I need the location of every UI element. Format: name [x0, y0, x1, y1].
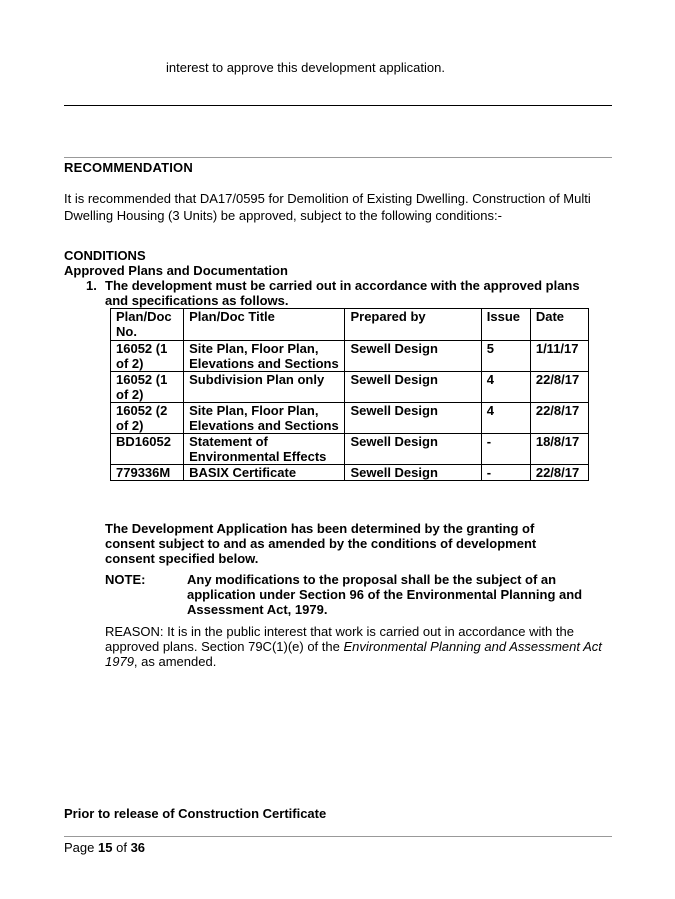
cell-prepared-by: Sewell Design — [345, 372, 481, 403]
recommendation-heading: RECOMMENDATION — [64, 160, 193, 175]
cell-issue: - — [481, 434, 530, 465]
cell-date: 18/8/17 — [530, 434, 588, 465]
divider — [64, 105, 612, 106]
cell-date: 22/8/17 — [530, 372, 588, 403]
note-label: NOTE: — [105, 572, 146, 587]
reason-suffix: , as amended. — [133, 654, 217, 669]
table-header-row — [111, 309, 589, 341]
table-row — [111, 341, 589, 372]
table-row — [111, 434, 589, 465]
of-word: of — [116, 840, 127, 855]
column-header-plan-no: Plan/Doc No. — [111, 309, 184, 341]
cell-plan-no: 16052 (2 of 2) — [111, 403, 184, 434]
cell-issue: 5 — [481, 341, 530, 372]
footer-divider — [64, 836, 612, 837]
cell-title: Site Plan, Floor Plan, Elevations and Sections — [184, 341, 345, 372]
total-pages: 36 — [130, 840, 146, 855]
cell-prepared-by: Sewell Design — [345, 434, 481, 465]
condition-item-number: 1. — [86, 278, 97, 293]
cell-issue: 4 — [481, 372, 530, 403]
cell-plan-no: BD16052 — [111, 434, 184, 465]
page-word: Page — [64, 840, 95, 855]
cell-plan-no: 16052 (1 of 2) — [111, 372, 184, 403]
cell-title: Subdivision Plan only — [184, 372, 345, 403]
note-text: Any modifications to the proposal shall be the subject of an application under Section 96 of the Environmental Planning and Assessment Act, 1979. — [187, 572, 583, 617]
conditions-heading: CONDITIONS — [64, 248, 146, 263]
column-header-issue: Issue — [481, 309, 530, 341]
page-number: 15 — [98, 840, 113, 855]
divider — [64, 157, 612, 158]
cell-issue: 4 — [481, 403, 530, 434]
cell-date: 1/11/17 — [530, 341, 588, 372]
column-header-title: Plan/Doc Title — [184, 309, 345, 341]
approved-plans-table — [110, 308, 589, 481]
cell-prepared-by: Sewell Design — [345, 341, 481, 372]
determination-text: The Development Application has been determined by the granting of consent subject to and as amended by the conditions of development consent specified below. — [105, 521, 537, 566]
recommendation-text: It is recommended that DA17/0595 for Demolition of Existing Dwelling. Construction of Multi Dwelling Housing (3 Units) be approved, subject to the following conditions:- — [64, 191, 591, 223]
reason-text: REASON: It is in the public interest that work is carried out in accordance with the approved plans. Section 79C(1)(e) of the — [105, 624, 574, 654]
cell-prepared-by: Sewell Design — [345, 465, 481, 481]
page-footer — [64, 840, 145, 855]
cell-title: Statement of Environmental Effects — [184, 434, 345, 465]
approved-plans-subheading: Approved Plans and Documentation — [64, 263, 288, 278]
cell-date: 22/8/17 — [530, 403, 588, 434]
table-row — [111, 465, 589, 481]
act-title: Environmental Planning and Assessment Act 1979 — [105, 639, 602, 669]
cell-plan-no: 779336M — [111, 465, 184, 481]
cell-issue: - — [481, 465, 530, 481]
reason-paragraph — [105, 624, 610, 669]
table-row — [111, 372, 589, 403]
condition-item-text: The development must be carried out in accordance with the approved plans and specifications as follows. — [105, 278, 580, 308]
table-row — [111, 403, 589, 434]
column-header-date: Date — [530, 309, 588, 341]
cell-date: 22/8/17 — [530, 465, 588, 481]
intro-line: interest to approve this development application. — [166, 60, 445, 75]
cell-plan-no: 16052 (1 of 2) — [111, 341, 184, 372]
cell-prepared-by: Sewell Design — [345, 403, 481, 434]
cell-title: BASIX Certificate — [184, 465, 345, 481]
column-header-prepared-by: Prepared by — [345, 309, 481, 341]
prior-to-cc-heading: Prior to release of Construction Certificate — [64, 806, 327, 821]
cell-title: Site Plan, Floor Plan, Elevations and Sections — [184, 403, 345, 434]
